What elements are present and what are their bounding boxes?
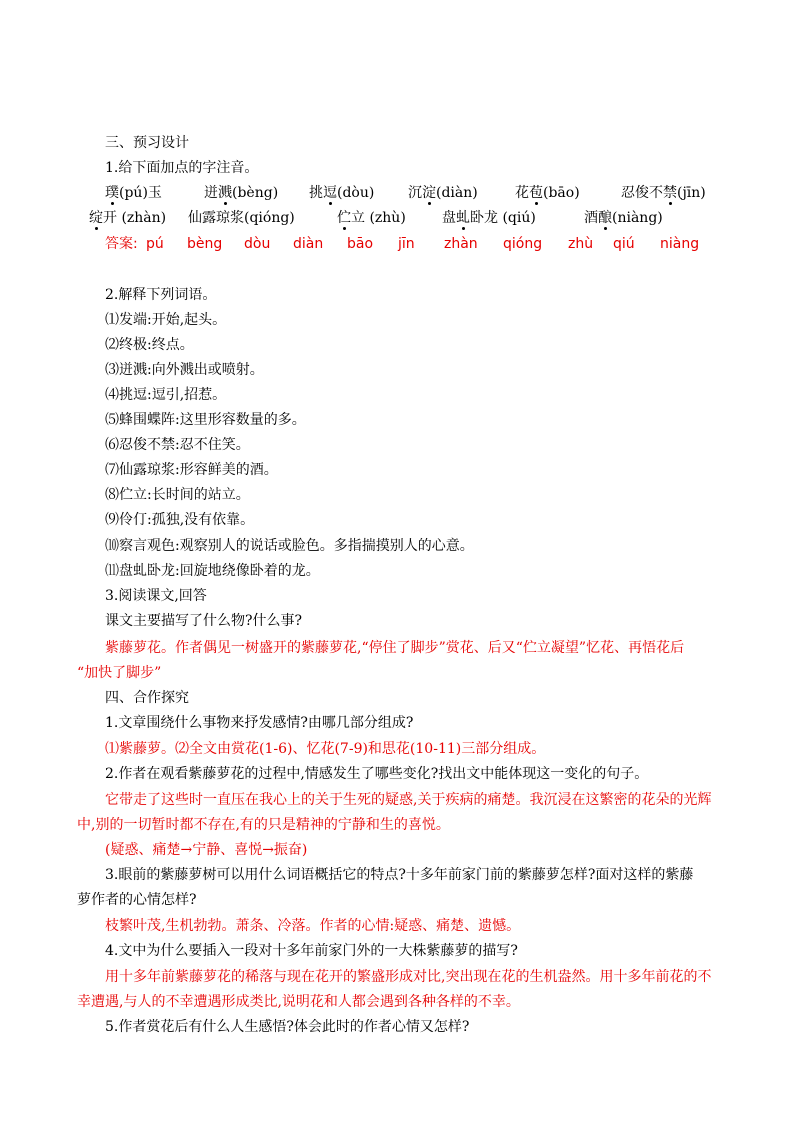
answer-pinyin: zhàn [444, 236, 478, 252]
answer-pinyin: bāo [347, 236, 374, 252]
q3-answer: 紫藤萝花。作者偶见一树盛开的紫藤萝花,“停住了脚步”赏花、后又“伫立凝望”忆花、再悟花后 [105, 640, 685, 656]
definition-item: ⑽察言观色:观察别人的说话或脸色。多指揣摸别人的心意。 [105, 538, 474, 554]
answer-label: 答案: [105, 236, 138, 252]
pinyin-item: 伫立 (zhù) [337, 210, 406, 226]
answer-pinyin: qiú [613, 236, 635, 252]
s4-q3-question: 3.眼前的紫藤萝树可以用什么词语概括它的特点?十多年前家门前的紫藤萝怎样?面对这样的紫藤 [105, 867, 694, 883]
s4-q3-answer: 枝繁叶茂,生机勃勃。萧条、冷落。作者的心情:疑惑、痛楚、遗憾。 [105, 918, 521, 934]
answer-pinyin: zhù [568, 236, 594, 252]
q1-answer-line [105, 235, 725, 253]
answer-pinyin: jīn [398, 236, 415, 252]
s4-q2-answer-cont: 中,别的一切暂时都不存在,有的只是精神的宁静和生的喜悦。 [77, 817, 450, 833]
s4-q2-answer: 它带走了这些时一直压在我心上的关于生死的疑惑,关于疾病的痛楚。我沉浸在这繁密的花朵的光辉 [105, 792, 712, 808]
s4-q1-question: 1.文章围绕什么事物来抒发感情?由哪几部分组成? [105, 715, 414, 731]
pinyin-item: 酒酿(niàng) [584, 210, 663, 226]
definition-item: ⑴发端:开始,起头。 [105, 312, 227, 328]
q3-answer-cont: “加快了脚步” [77, 665, 162, 681]
section-three-heading: 三、预习设计 [105, 135, 189, 151]
s4-q5-question: 5.作者赏花后有什么人生感悟?体会此时的作者心情又怎样? [105, 1019, 470, 1035]
pinyin-item: 迸溅(bèng) [204, 185, 279, 201]
s4-q4-answer-cont: 幸遭遇,与人的不幸遭遇形成类比,说明花和人都会遇到各种各样的不幸。 [77, 994, 520, 1010]
s4-q4-question: 4.文中为什么要插入一段对十多年前家门外的一大株紫藤萝的描写? [105, 943, 518, 959]
answer-pinyin: niàng [660, 236, 700, 252]
definition-item: ⑶迸溅:向外溅出或喷射。 [105, 362, 264, 378]
section-four-heading: 四、合作探究 [105, 690, 189, 706]
answer-pinyin: qióng [503, 236, 543, 252]
q3-question: 课文主要描写了什么物?什么事? [105, 613, 303, 629]
definition-item: ⑵终极:终点。 [105, 337, 194, 353]
s4-q2-answer-summary: (疑惑、痛楚→宁静、喜悦→振奋) [105, 842, 308, 858]
pinyin-item: 花苞(bāo) [515, 185, 580, 201]
definition-item: ⑸蜂围蝶阵:这里形容数量的多。 [105, 412, 306, 428]
s4-q3-question-cont: 萝作者的心情怎样? [77, 892, 197, 908]
pinyin-item: 沉淀(diàn) [408, 185, 478, 201]
answer-pinyin: bèng [187, 236, 223, 252]
pinyin-item: 忍俊不禁(jīn) [621, 185, 706, 201]
pinyin-item: 盘虬卧龙 (qiú) [442, 210, 536, 226]
s4-q1-answer: ⑴紫藤萝。⑵全文由赏花(1-6)、忆花(7-9)和思花(10-11)三部分组成。 [105, 741, 546, 757]
answer-pinyin: diàn [293, 236, 324, 252]
definition-item: ⑻伫立:长时间的站立。 [105, 487, 250, 503]
q3-title: 3.阅读课文,回答 [105, 588, 207, 604]
definition-item: ⑼伶仃:孤独,没有依靠。 [105, 512, 255, 528]
pinyin-item: 挑逗(dòu) [309, 185, 375, 201]
answer-pinyin: dòu [244, 236, 271, 252]
answer-pinyin: pú [146, 236, 164, 252]
q1-title: 1.给下面加点的字注音。 [105, 160, 259, 176]
definition-item: ⑹忍俊不禁:忍不住笑。 [105, 437, 250, 453]
s4-q4-answer: 用十多年前紫藤萝花的稀落与现在花开的繁盛形成对比,突出现在花的生机盎然。用十多年前花的不 [105, 969, 712, 985]
q2-title: 2.解释下列词语。 [105, 287, 217, 303]
pinyin-item: 璞(pú)玉 [105, 185, 162, 201]
pinyin-item: 仙露琼浆(qióng) [188, 210, 295, 226]
definition-item: ⑾盘虬卧龙:回旋地绕像卧着的龙。 [105, 563, 320, 579]
definition-item: ⑺仙露琼浆:形容鲜美的酒。 [105, 462, 278, 478]
definition-item: ⑷挑逗:逗引,招惹。 [105, 387, 227, 403]
pinyin-item: 绽开 (zhàn) [89, 210, 167, 226]
s4-q2-question: 2.作者在观看紫藤萝花的过程中,情感发生了哪些变化?找出文中能体现这一变化的句子。 [105, 766, 649, 782]
